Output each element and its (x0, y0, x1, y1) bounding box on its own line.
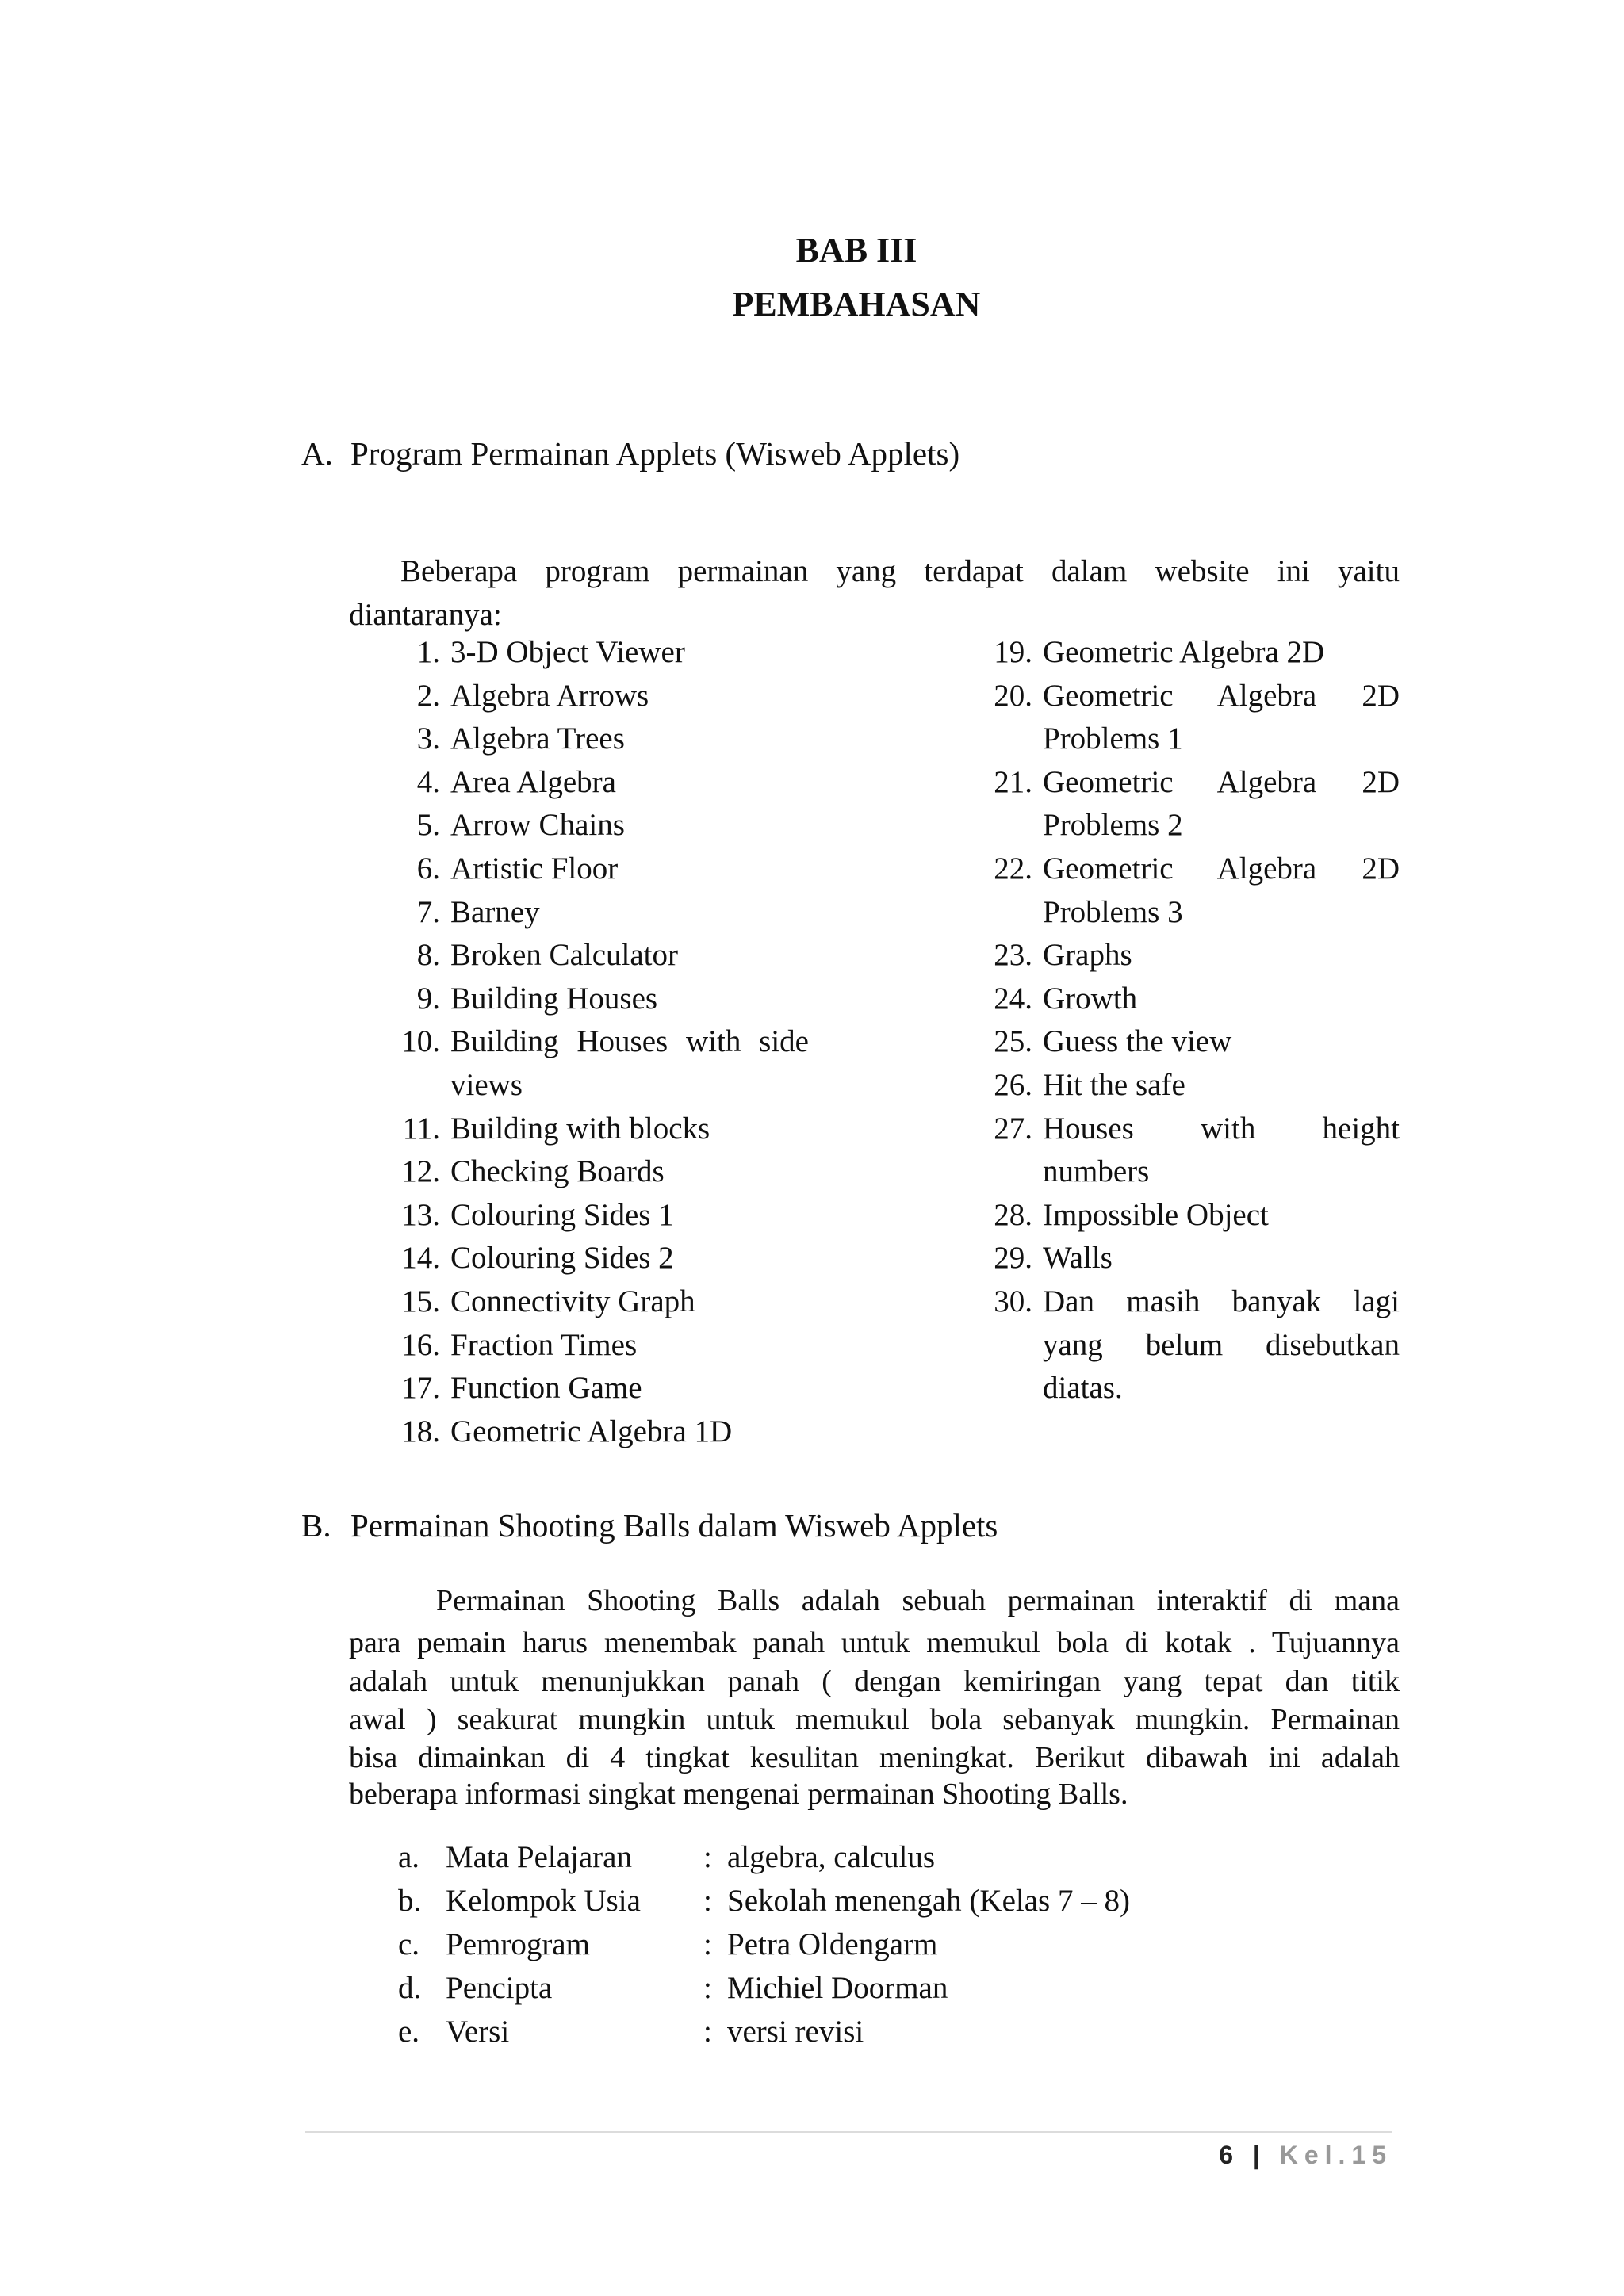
chapter-number: BAB III (795, 231, 917, 270)
group-label: Kel.15 (1279, 2141, 1392, 2169)
list-item-number: 1. (416, 635, 440, 669)
info-key: d. (398, 1971, 422, 2005)
info-label: Pemrogram (446, 1927, 590, 1961)
list-item-label: Area Algebra (450, 764, 616, 799)
list-item-label: Algebra Trees (450, 721, 625, 756)
list-item-number: 12. (401, 1154, 440, 1189)
list-item-number: 15. (401, 1284, 440, 1318)
intro-word: program (545, 554, 650, 588)
list-item-label: Problems 2 (1043, 808, 1183, 843)
intro-word: ini (1277, 554, 1310, 588)
info-row (398, 1883, 1350, 1923)
list-item-label: Graphs (1043, 938, 1132, 973)
paragraph-line: awal ) seakurat mungkin untuk memukul bola sebanyak mungkin. Permainan (349, 1703, 1400, 1736)
info-label: Pencipta (446, 1971, 553, 2005)
list-item-number: 17. (401, 1371, 440, 1406)
list-item-label: Checking Boards (450, 1154, 665, 1189)
info-value: versi revisi (727, 2015, 864, 2049)
paragraph-line: beberapa informasi singkat mengenai permainan Shooting Balls. (349, 1777, 1128, 1811)
list-item-label: Algebra Arrows (450, 678, 649, 713)
list-item-label: Barney (450, 894, 540, 929)
section-a-title: Program Permainan Applets (Wisweb Applets) (350, 435, 960, 472)
list-item-label: Houses with height (1043, 1111, 1400, 1146)
page-number: 6 (1219, 2141, 1239, 2169)
list-item-number: 18. (401, 1414, 440, 1448)
intro-word: website (1155, 554, 1250, 588)
list-item-number: 20. (994, 678, 1032, 713)
intro-word: yang (836, 554, 897, 588)
list-item-label: Broken Calculator (450, 938, 678, 973)
list-item-label: Walls (1043, 1241, 1113, 1276)
section-a-intro-line-2: diantaranya: (349, 598, 502, 632)
info-row (398, 1927, 1350, 1966)
intro-word: yaitu (1337, 554, 1400, 588)
intro-word: Beberapa (400, 554, 518, 588)
list-item-label: Artistic Floor (450, 851, 619, 886)
list-item-number: 24. (994, 981, 1032, 1016)
list-item-label: Guess the view (1043, 1024, 1232, 1059)
info-label: Mata Pelajaran (446, 1840, 632, 1874)
info-colon: : (703, 1884, 712, 1918)
info-colon: : (703, 1840, 712, 1874)
paragraph-line: para pemain harus menembak panah untuk memukul bola di kotak . Tujuannya (349, 1626, 1400, 1659)
page-footer (1219, 2141, 1392, 2170)
list-item-label: Geometric Algebra 2D (1043, 635, 1325, 669)
list-item-number: 27. (994, 1111, 1032, 1146)
list-item-number: 10. (401, 1024, 440, 1059)
list-item-number: 28. (994, 1197, 1032, 1232)
section-a-intro-line-1 (400, 549, 1400, 593)
list-item-label: Building with blocks (450, 1111, 710, 1146)
section-a-letter: A. (301, 435, 333, 472)
list-item-number: 4. (416, 764, 440, 799)
list-item-label: Impossible Object (1043, 1197, 1269, 1232)
section-a-heading (301, 434, 959, 473)
list-item-label: yang belum disebutkan (1043, 1327, 1400, 1362)
list-item-number: 26. (994, 1068, 1032, 1102)
list-item-label: Hit the safe (1043, 1068, 1185, 1102)
info-key: e. (398, 2015, 420, 2049)
list-item-number: 23. (994, 938, 1032, 973)
intro-word: terdapat (924, 554, 1024, 588)
list-item-number: 30. (994, 1284, 1032, 1318)
list-item-label: Connectivity Graph (450, 1284, 695, 1318)
info-value: Petra Oldengarm (727, 1927, 938, 1961)
list-item-number: 22. (994, 851, 1032, 886)
info-key: a. (398, 1840, 420, 1874)
info-colon: : (703, 1927, 712, 1961)
list-item-label: numbers (1043, 1154, 1150, 1189)
list-item-label: Geometric Algebra 2D (1043, 678, 1400, 713)
list-item-number: 8. (416, 938, 440, 973)
program-list-left (400, 634, 809, 1475)
list-item-number: 9. (416, 981, 440, 1016)
footer-divider (305, 2131, 1392, 2133)
list-item-number: 13. (401, 1197, 440, 1232)
footer-separator: | (1252, 2141, 1266, 2169)
intro-word: dalam (1051, 554, 1128, 588)
list-item-number: 6. (416, 851, 440, 886)
info-colon: : (703, 1971, 712, 2005)
list-item-label: Building Houses (450, 981, 658, 1016)
list-item-number: 14. (401, 1241, 440, 1276)
list-item-number: 11. (402, 1111, 440, 1146)
section-b-title: Permainan Shooting Balls dalam Wisweb Applets (350, 1507, 998, 1544)
list-item-label: Dan masih banyak lagi (1043, 1284, 1400, 1318)
list-item-label: Function Game (450, 1371, 642, 1406)
list-item-number: 3. (416, 721, 440, 756)
chapter-title: PEMBAHASAN (732, 285, 981, 323)
list-item-label: Fraction Times (450, 1327, 638, 1362)
info-label: Versi (446, 2015, 510, 2049)
info-row (398, 2014, 1350, 2053)
paragraph-line: adalah untuk menunjukkan panah ( dengan kemiringan yang tepat dan titik (349, 1665, 1400, 1698)
list-item-number: 2. (416, 678, 440, 713)
list-item-label: Problems 1 (1043, 721, 1183, 756)
paragraph-line: bisa dimainkan di 4 tingkat kesulitan meningkat. Berikut dibawah ini adalah (349, 1741, 1400, 1774)
game-info-list (398, 1839, 1350, 2069)
list-item-number: 21. (994, 764, 1032, 799)
list-item-number: 16. (401, 1327, 440, 1362)
list-item-label: Geometric Algebra 2D (1043, 851, 1400, 886)
info-value: Sekolah menengah (Kelas 7 – 8) (727, 1884, 1130, 1918)
list-item-label: Geometric Algebra 2D (1043, 764, 1400, 799)
info-value: Michiel Doorman (727, 1971, 948, 2005)
info-label: Kelompok Usia (446, 1884, 641, 1918)
list-item-number: 5. (416, 808, 440, 843)
program-list-right (993, 634, 1400, 1427)
list-item-number: 29. (994, 1241, 1032, 1276)
list-item-label: Arrow Chains (450, 808, 625, 843)
paragraph-line: Permainan Shooting Balls adalah sebuah permainan interaktif di mana (436, 1584, 1400, 1617)
list-item-number: 25. (994, 1024, 1032, 1059)
info-row (398, 1970, 1350, 2010)
list-item-label: diatas. (1043, 1371, 1123, 1406)
list-item-label: Building Houses with side (450, 1024, 809, 1059)
section-b-letter: B. (301, 1507, 331, 1544)
list-item-label: views (450, 1068, 523, 1102)
info-value: algebra, calculus (727, 1840, 936, 1874)
list-item-number: 19. (994, 635, 1032, 669)
list-item-number: 7. (416, 894, 440, 929)
info-key: c. (398, 1927, 420, 1961)
list-item-label: Geometric Algebra 1D (450, 1414, 733, 1448)
list-item-label: Colouring Sides 1 (450, 1197, 674, 1232)
info-key: b. (398, 1884, 422, 1918)
list-item-label: Growth (1043, 981, 1138, 1016)
intro-word: permainan (677, 554, 809, 588)
list-item-label: Colouring Sides 2 (450, 1241, 674, 1276)
list-item-label: Problems 3 (1043, 894, 1183, 929)
section-b-heading (301, 1506, 998, 1544)
list-item-label: 3-D Object Viewer (450, 635, 685, 669)
info-colon: : (703, 2015, 712, 2049)
info-row (398, 1839, 1350, 1879)
